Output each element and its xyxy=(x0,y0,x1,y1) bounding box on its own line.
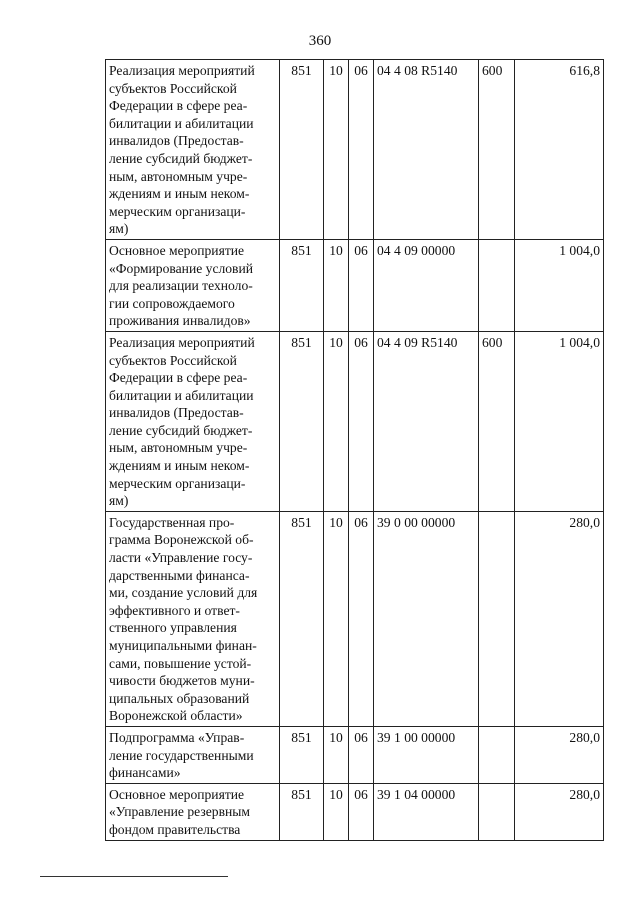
program-code-cell: 04 4 09 R5140 xyxy=(374,331,479,511)
ministry-code-cell: 851 xyxy=(280,726,324,783)
item-name-line: ям) xyxy=(109,221,129,237)
expense-type-cell: 600 xyxy=(479,60,515,240)
item-name-line: Воронежской области» xyxy=(109,708,243,724)
ministry-code-cell: 851 xyxy=(280,239,324,331)
expense-type-cell xyxy=(479,511,515,726)
item-name-cell xyxy=(106,726,280,783)
item-name-line: ждениям и иным неком- xyxy=(109,458,250,474)
ministry-code-cell: 851 xyxy=(280,783,324,840)
item-name-line: ждениям и иным неком- xyxy=(109,186,250,202)
program-code-cell: 04 4 08 R5140 xyxy=(374,60,479,240)
page-number: 360 xyxy=(308,33,332,49)
item-name-line: проживания инвалидов» xyxy=(109,313,251,329)
item-name-cell xyxy=(106,239,280,331)
budget-table-body xyxy=(106,60,604,841)
ministry-code-cell: 851 xyxy=(280,511,324,726)
item-name-line: фондом правительства xyxy=(109,821,241,837)
section-code-cell: 10 xyxy=(324,60,349,240)
item-name-line: ление субсидий бюджет- xyxy=(109,422,253,438)
expense-type-cell: 600 xyxy=(479,331,515,511)
item-name-line: субъектов Российской xyxy=(109,80,237,96)
item-name-line: сами, повышение устой- xyxy=(109,655,252,671)
ministry-code-cell: 851 xyxy=(280,331,324,511)
item-name-line: ление государственными xyxy=(109,747,254,763)
amount-cell: 1 004,0 xyxy=(515,239,604,331)
item-name-line: дарственными финанса- xyxy=(109,567,250,583)
subsection-code-cell: 06 xyxy=(349,726,374,783)
amount-cell: 280,0 xyxy=(515,726,604,783)
item-name-line: ление субсидий бюджет- xyxy=(109,150,253,166)
subsection-code-cell: 06 xyxy=(349,331,374,511)
item-name-line: Основное мероприятие xyxy=(109,242,245,258)
expense-type-cell xyxy=(479,726,515,783)
subsection-code-cell: 06 xyxy=(349,511,374,726)
item-name-line: инвалидов (Предостав- xyxy=(109,133,244,149)
item-name-line: Федерации в сфере реа- xyxy=(109,98,248,114)
item-name-line: Реализация мероприятий xyxy=(109,63,255,78)
item-name-line: инвалидов (Предостав- xyxy=(109,405,244,421)
item-name-line: Реализация мероприятий xyxy=(109,334,255,350)
subsection-code-cell: 06 xyxy=(349,783,374,840)
item-name-line: мерческим организаци- xyxy=(109,475,246,491)
program-code-cell: 39 0 00 00000 xyxy=(374,511,479,726)
item-name-line: субъектов Российской xyxy=(109,352,237,368)
item-name-line: ми, создание условий для xyxy=(109,585,258,601)
amount-cell: 280,0 xyxy=(515,783,604,840)
item-name-line: финансами» xyxy=(109,765,181,781)
table-row xyxy=(106,239,604,331)
expense-type-cell xyxy=(479,239,515,331)
budget-table xyxy=(105,59,604,841)
table-row xyxy=(106,60,604,240)
expense-type-cell xyxy=(479,783,515,840)
item-name-line: «Формирование условий xyxy=(109,260,254,276)
item-name-line: ласти «Управление госу- xyxy=(109,550,253,566)
table-row xyxy=(106,331,604,511)
item-name-line: для реализации техноло- xyxy=(109,278,253,294)
item-name-line: билитации и абилитации xyxy=(109,115,254,131)
item-name-line: билитации и абилитации xyxy=(109,387,254,403)
item-name-line: чивости бюджетов муни- xyxy=(109,673,255,689)
item-name-line: грамма Воронежской об- xyxy=(109,532,254,548)
item-name-cell xyxy=(106,60,280,240)
item-name-line: «Управление резервным xyxy=(109,804,250,820)
section-code-cell: 10 xyxy=(324,783,349,840)
ministry-code-cell: 851 xyxy=(280,60,324,240)
footnote-rule xyxy=(40,876,228,877)
item-name-cell xyxy=(106,783,280,840)
table-row xyxy=(106,783,604,840)
item-name-line: муниципальными финан- xyxy=(109,638,257,653)
section-code-cell: 10 xyxy=(324,511,349,726)
table-row xyxy=(106,511,604,726)
table-row xyxy=(106,726,604,783)
item-name-cell xyxy=(106,511,280,726)
subsection-code-cell: 06 xyxy=(349,239,374,331)
amount-cell: 280,0 xyxy=(515,511,604,726)
item-name-line: ципальных образований xyxy=(109,690,250,706)
item-name-line: Государственная про- xyxy=(109,514,235,530)
amount-cell: 1 004,0 xyxy=(515,331,604,511)
item-name-line: эффективного и ответ- xyxy=(109,602,240,618)
item-name-line: Федерации в сфере реа- xyxy=(109,370,248,386)
item-name-line: ственного управления xyxy=(109,620,237,636)
item-name-line: Подпрограмма «Управ- xyxy=(109,729,245,745)
program-code-cell: 39 1 00 00000 xyxy=(374,726,479,783)
item-name-line: Основное мероприятие xyxy=(109,786,245,802)
item-name-line: ям) xyxy=(109,493,129,509)
item-name-line: ным, автономным учре- xyxy=(109,440,248,456)
item-name-cell xyxy=(106,331,280,511)
program-code-cell: 04 4 09 00000 xyxy=(374,239,479,331)
amount-cell: 616,8 xyxy=(515,60,604,240)
item-name-line: ным, автономным учре- xyxy=(109,168,248,184)
subsection-code-cell: 06 xyxy=(349,60,374,240)
item-name-line: мерческим организаци- xyxy=(109,203,246,219)
section-code-cell: 10 xyxy=(324,726,349,783)
program-code-cell: 39 1 04 00000 xyxy=(374,783,479,840)
section-code-cell: 10 xyxy=(324,239,349,331)
item-name-line: гии сопровождаемого xyxy=(109,295,235,311)
section-code-cell: 10 xyxy=(324,331,349,511)
